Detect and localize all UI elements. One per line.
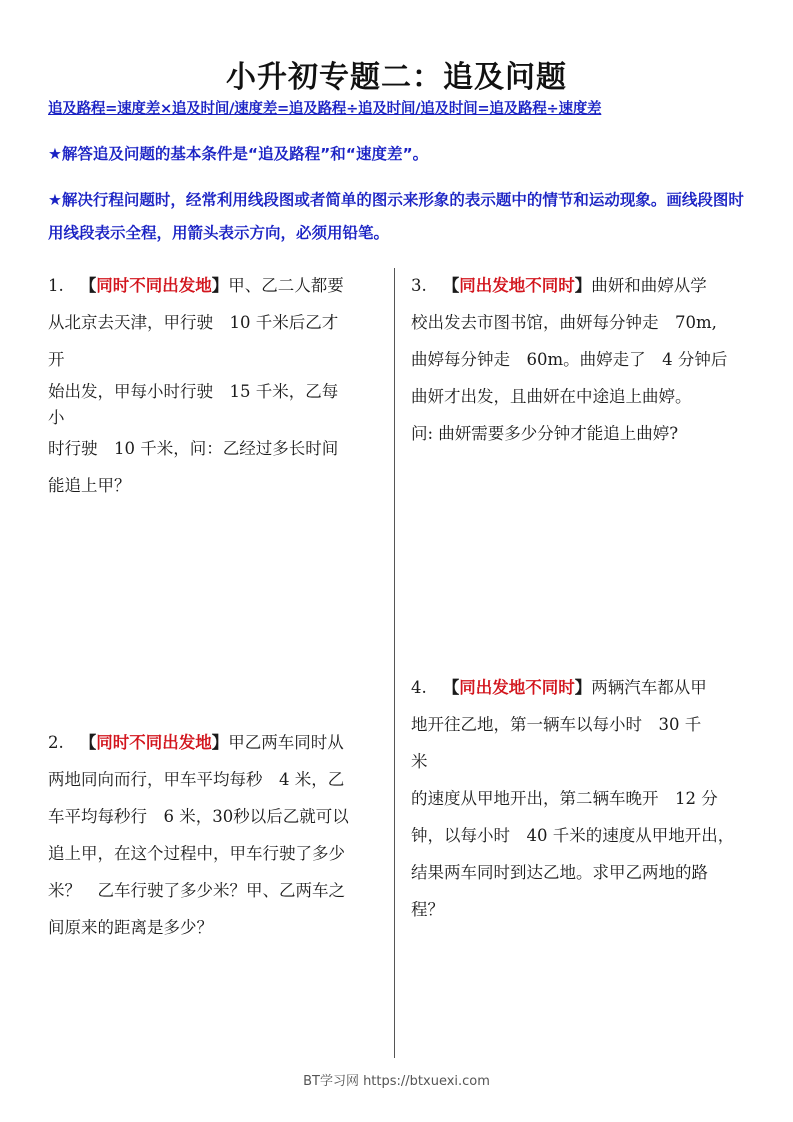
problem-line: 时行驶 10 千米，问：乙经过多长时间 [48,439,339,458]
problem-line [48,267,383,304]
problem-text: 两辆汽车都从甲 [591,678,707,697]
problem-line: 始出发，甲每小时行驶 15 千米，乙每 [48,382,339,401]
problem-line: 曲婷每分钟走 60m。曲婷走了 4 分钟后 [411,350,728,369]
tag-bracket-left: 【 [442,678,460,697]
problem-number: 2. [48,733,64,752]
problem-number: 1. [48,276,64,295]
problem-line: 小 [48,408,65,427]
problem-tag: 同出发地不同时 [459,276,575,295]
footer-watermark: BT学习网 https://btxuexi.com [303,1074,490,1089]
problem-line: 结果两车同时到达乙地。求甲乙两地的路 [411,863,708,882]
problem-line: 开 [48,350,65,369]
problem-line: 问: 曲妍需要多少分钟才能追上曲婷? [411,424,679,443]
problem-1 [48,267,383,504]
problem-line: 米 [411,752,428,771]
problem-2 [48,724,388,946]
tag-bracket-left: 【 [79,276,97,295]
problem-tag: 同时不同出发地 [96,276,212,295]
problem-text: 曲妍和曲婷从学 [591,276,707,295]
tag-bracket-left: 【 [79,733,97,752]
problem-text: 甲乙两车同时从 [228,733,344,752]
problem-line: 追上甲，在这个过程中，甲车行驶了多少 [48,844,345,863]
problem-number: 3. [411,276,427,295]
problem-line [48,724,388,761]
problem-line [411,669,761,706]
column-divider [394,268,395,1058]
formula-line: 追及路程=速度差×追及时间/速度差=追及路程÷追及时间/追及时间=追及路程÷速度差 [48,100,602,117]
problem-line: 间原来的距离是多少？ [48,918,213,937]
problem-3 [411,267,756,452]
problem-line: 能追上甲？ [48,476,131,495]
tag-bracket-right: 】 [211,733,229,752]
problem-text: 甲、乙二人都要 [228,276,344,295]
problem-line: 程？ [411,900,444,919]
note-basic-condition: ★解答追及问题的基本条件是“追及路程”和“速度差”。 [48,145,429,163]
page-title: 小升初专题二：追及问题 [226,60,567,95]
tag-bracket-right: 】 [211,276,229,295]
problem-line: 从北京去天津，甲行驶 10 千米后乙才 [48,313,339,332]
tag-bracket-right: 】 [574,678,592,697]
problem-line: 曲妍才出发，且曲妍在中途追上曲婷。 [411,387,692,406]
problem-number: 4. [411,678,427,697]
note-line-diagram: ★解决行程问题时，经常利用线段图或者简单的图示来形象的表示题中的情节和运动现象。画线段图时用线段表示全程，用箭头表示方向，必须用铅笔。 [48,191,744,242]
problem-tag: 同出发地不同时 [459,678,575,697]
problem-4 [411,669,761,928]
problem-line: 两地同向而行，甲车平均每秒 4 米，乙 [48,770,345,789]
problem-line: 的速度从甲地开出，第二辆车晚开 12 分 [411,789,718,808]
problem-line [411,267,756,304]
problem-line: 米？ 乙车行驶了多少米？甲、乙两车之 [48,881,345,900]
problem-line: 校出发去市图书馆，曲妍每分钟走 70m, [411,313,717,332]
tag-bracket-left: 【 [442,276,460,295]
problem-line: 钟，以每小时 40 千米的速度从甲地开出， [411,826,735,845]
tag-bracket-right: 】 [574,276,592,295]
problem-tag: 同时不同出发地 [96,733,212,752]
problem-line: 地开往乙地，第一辆车以每小时 30 千 [411,715,702,734]
problem-line: 车平均每秒行 6 米，30秒以后乙就可以 [48,807,349,826]
